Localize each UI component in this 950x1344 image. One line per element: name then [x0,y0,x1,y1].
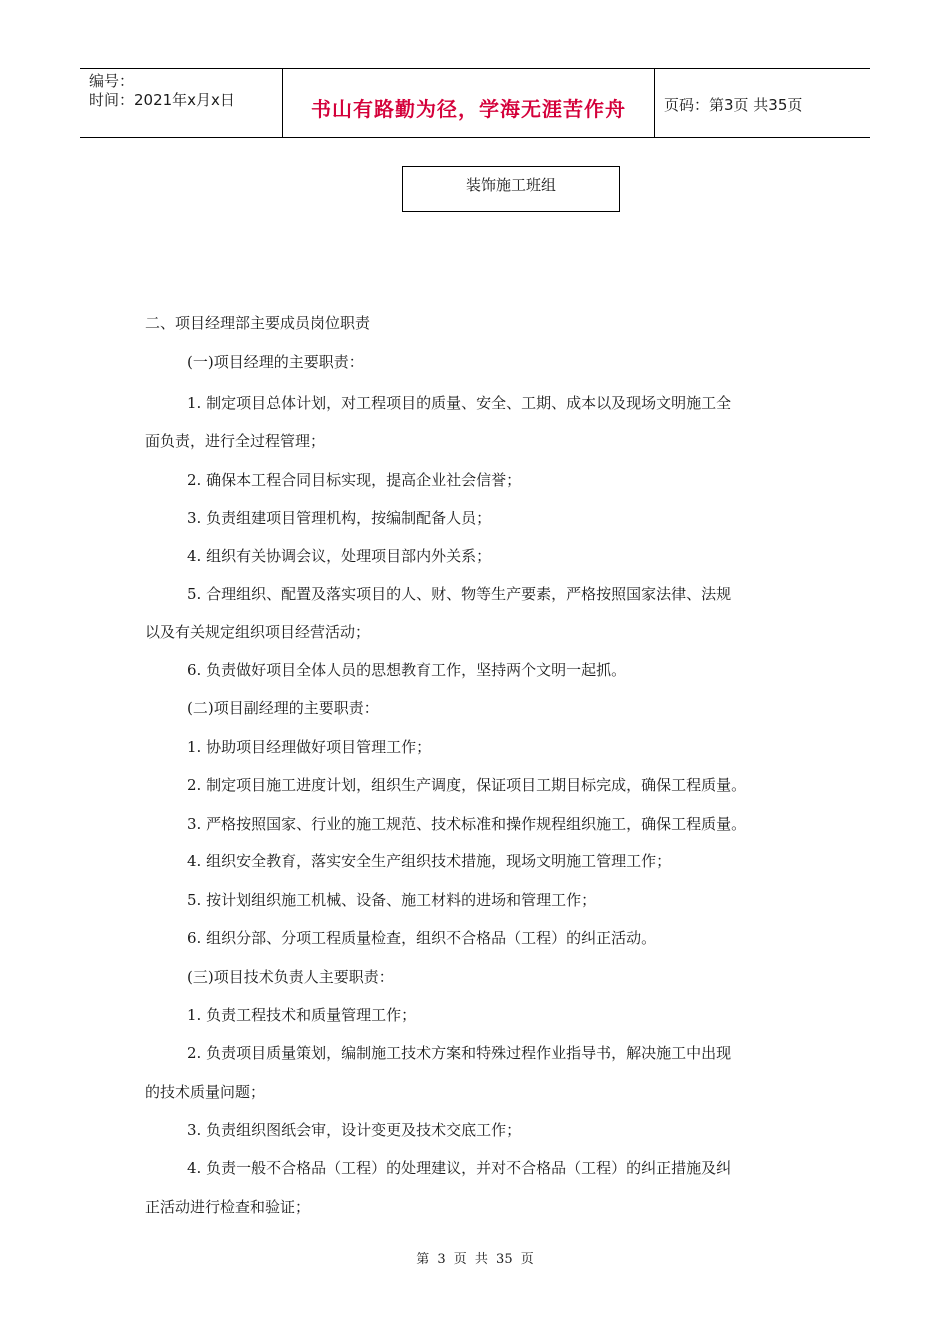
pm-duty-5-line-2: 以及有关规定组织项目经营活动； [145,623,371,641]
dpm-duty-2: 2. 制定项目施工进度计划，组织生产调度，保证项目工期目标完成，确保工程质量。 [187,776,747,794]
header-right-cell [655,69,870,137]
dpm-duty-3: 3. 严格按照国家、行业的施工规范、技术标准和操作规程组织施工，确保工程质量。 [187,815,747,833]
document-time-label: 时间：2021年x月x日 [89,91,235,109]
pm-duty-3: 3. 负责组建项目管理机构，按编制配备人员； [187,509,492,527]
dpm-duty-6: 6. 组织分部、分项工程质量检查，组织不合格品（工程）的纠正活动。 [187,929,657,947]
header-motto: 书山有路勤为径，学海无涯苦作舟 [311,97,626,121]
org-chart-box-decoration-team: 装饰施工班组 [402,166,620,212]
pm-duties-heading: (一)项目经理的主要职责： [187,353,364,371]
tech-duty-4-line-1: 4. 负责一般不合格品（工程）的处理建议，并对不合格品（工程）的纠正措施及纠 [187,1159,732,1177]
pm-duty-4: 4. 组织有关协调会议，处理项目部内外关系； [187,547,492,565]
dpm-duty-4: 4. 组织安全教育，落实安全生产组织技术措施，现场文明施工管理工作； [187,852,672,870]
tech-duty-3: 3. 负责组织图纸会审，设计变更及技术交底工作； [187,1121,522,1139]
header-motto-cell [283,69,655,137]
page-footer-number: 第 3 页 共 35 页 [416,1252,534,1267]
section-title: 二、项目经理部主要成员岗位职责 [145,314,371,332]
pm-duty-5-line-1: 5. 合理组织、配置及落实项目的人、财、物等生产要素，严格按照国家法律、法规 [187,585,732,603]
header-left-cell [80,69,283,137]
tech-duty-2-line-2: 的技术质量问题； [145,1083,266,1101]
pm-duty-1-line-1: 1. 制定项目总体计划，对工程项目的质量、安全、工期、成本以及现场文明施工全 [187,394,732,412]
tech-duty-2-line-1: 2. 负责项目质量策划，编制施工技术方案和特殊过程作业指导书，解决施工中出现 [187,1044,732,1062]
pm-duty-1-line-2: 面负责，进行全过程管理； [145,432,326,450]
document-number-label: 编号： [89,72,135,90]
dpm-duty-5: 5. 按计划组织施工机械、设备、施工材料的进场和管理工作； [187,891,597,909]
pm-duty-6: 6. 负责做好项目全体人员的思想教育工作，坚持两个文明一起抓。 [187,661,627,679]
document-header [80,68,870,138]
tech-duties-heading: (三)项目技术负责人主要职责： [187,968,394,986]
tech-duty-1: 1. 负责工程技术和质量管理工作； [187,1006,417,1024]
pm-duty-2: 2. 确保本工程合同目标实现，提高企业社会信誉； [187,471,522,489]
tech-duty-4-line-2: 正活动进行检查和验证； [145,1198,311,1216]
header-page-info: 页码：第3页 共35页 [664,96,803,114]
dpm-duty-1: 1. 协助项目经理做好项目管理工作； [187,738,432,756]
dpm-duties-heading: (二)项目副经理的主要职责： [187,699,379,717]
